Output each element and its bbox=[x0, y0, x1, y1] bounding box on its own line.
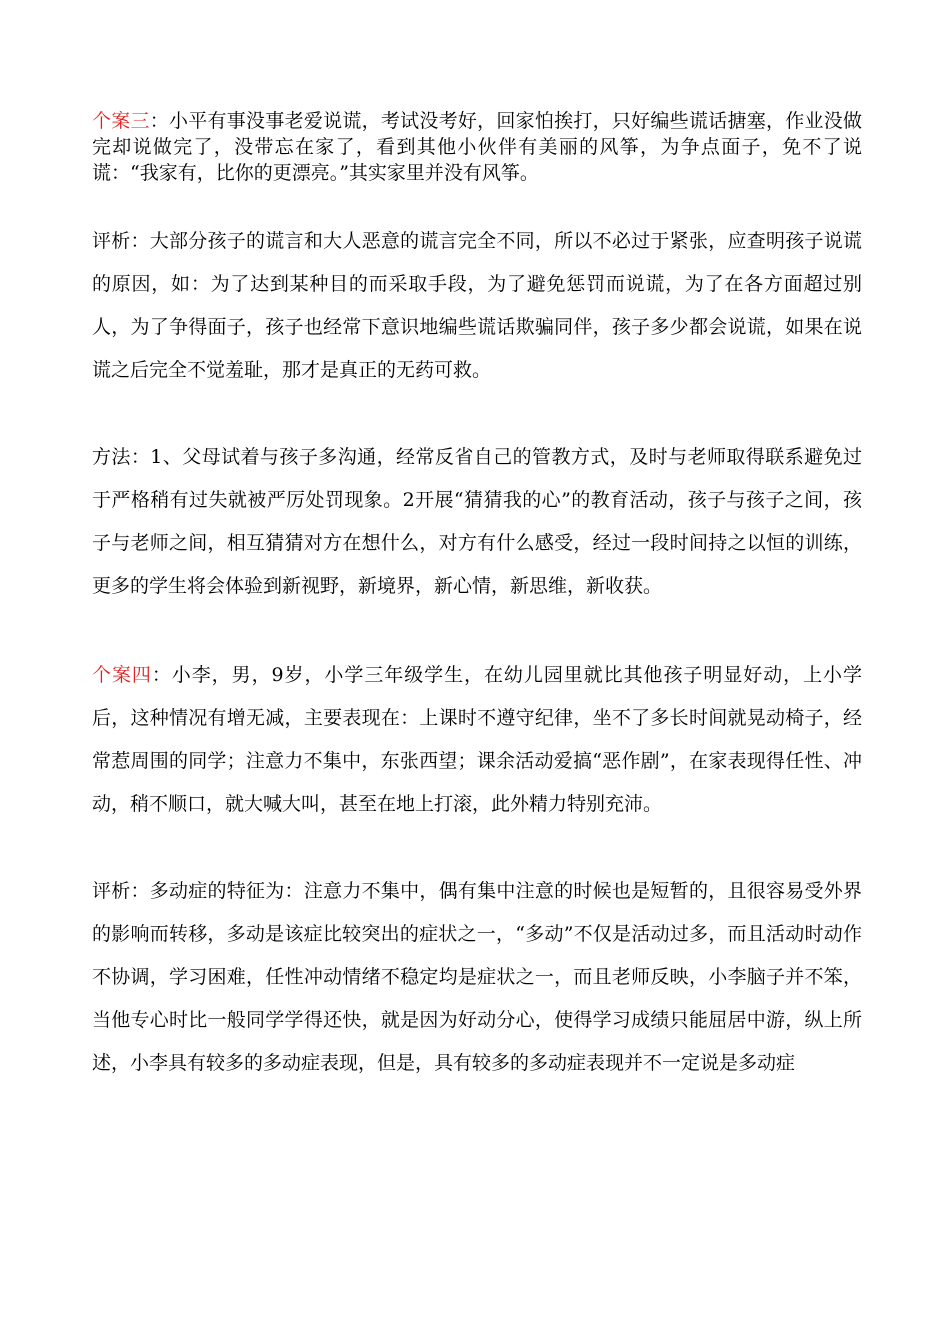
case-four-paragraph bbox=[92, 654, 862, 826]
case-three-label: 个案三 bbox=[92, 110, 150, 132]
analysis-one-text: 评析：大部分孩子的谎言和大人恶意的谎言完全不同，所以不必过于紧张，应查明孩子说谎的原因，如：为了达到某种目的而采取手段，为了避免惩罚而说谎，为了在各方面超过别人，为了争得面子，孩子也经常下意识地编些谎话欺骗同伴，孩子多少都会说谎，如果在说谎之后完全不觉羞耻，那才是真正的无药可救。 bbox=[92, 230, 862, 381]
case-three-paragraph bbox=[92, 108, 862, 186]
analysis-two-paragraph bbox=[92, 870, 862, 1085]
analysis-two-text: 评析：多动症的特征为：注意力不集中，偶有集中注意的时候也是短暂的，且很容易受外界的影响而转移，多动是该症比较突出的症状之一，“多动”不仅是活动过多，而且活动时动作不协调，学习困难，任性冲动情绪不稳定均是症状之一，而且老师反映，小李脑子并不笨，当他专心时比一般同学学得还快，就是因为好动分心，使得学习成绩只能屈居中游，纵上所述，小李具有较多的多动症表现，但是，具有较多的多动症表现并不一定说是多动症 bbox=[92, 880, 862, 1074]
case-four-label: 个案四 bbox=[92, 664, 152, 686]
method-text: 方法：1、父母试着与孩子多沟通，经常反省自己的管教方式，及时与老师取得联系避免过于严格稍有过失就被严厉处罚现象。2开展“猜猜我的心”的教育活动，孩子与孩子之间，孩子与老师之间，相互猜猜对方在想什么，对方有什么感受，经过一段时间持之以恒的训练，更多的学生将会体验到新视野，新境界，新心情，新思维，新收获。 bbox=[92, 446, 862, 597]
case-three-text: ：小平有事没事老爱说谎，考试没考好，回家怕挨打，只好编些谎话搪塞，作业没做完却说做完了，没带忘在家了，看到其他小伙伴有美丽的风筝，为争点面子，免不了说谎：“我家有，比你的更漂亮。”其实家里并没有风筝。 bbox=[92, 110, 862, 184]
method-paragraph bbox=[92, 436, 862, 608]
analysis-one-paragraph bbox=[92, 220, 862, 392]
case-four-text: ：小李，男，9岁，小学三年级学生，在幼儿园里就比其他孩子明显好动，上小学后，这种情况有增无减，主要表现在：上课时不遵守纪律，坐不了多长时间就晃动椅子，经常惹周围的同学；注意力不集中，东张西望；课余活动爱搞“恶作剧”，在家表现得任性、冲动，稍不顺口，就大喊大叫，甚至在地上打滚，此外精力特别充沛。 bbox=[92, 664, 862, 815]
